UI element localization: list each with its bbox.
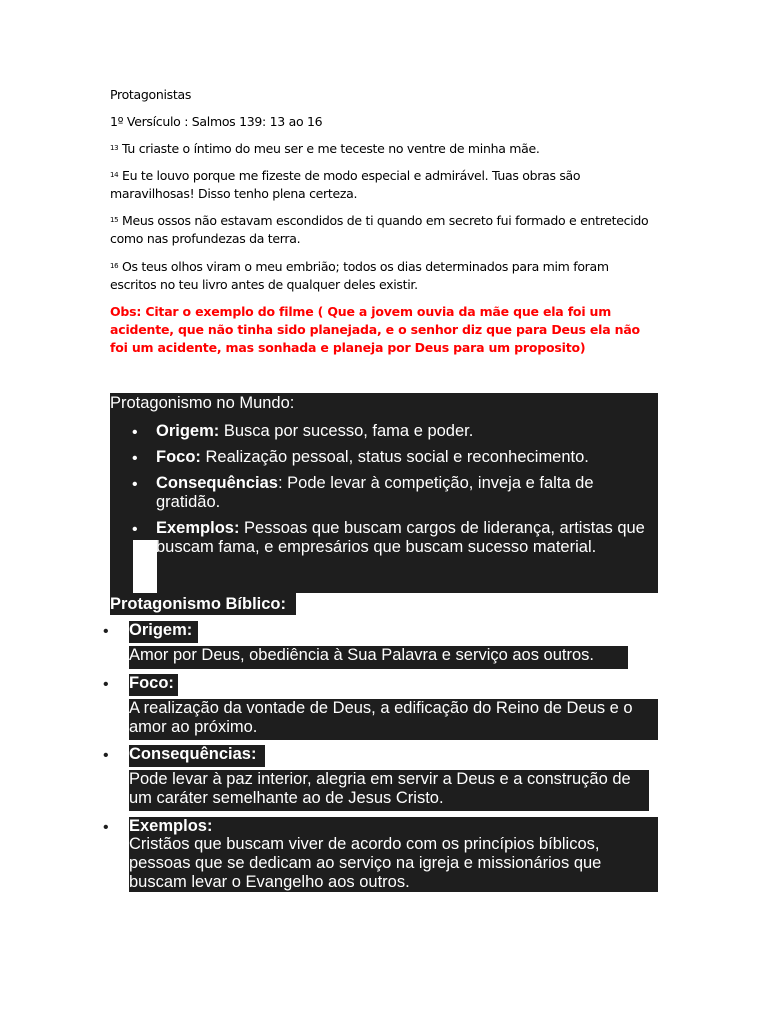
biblico-heading: Protagonismo Bíblico:: [110, 595, 287, 613]
bullet-icon: •: [132, 450, 138, 467]
item-text: : Pode levar à competição, inveja e falta de gratidão.: [156, 474, 594, 511]
mundo-item-foco: [156, 448, 646, 467]
document-title: Protagonistas: [110, 87, 192, 102]
biblico-text-origem: Amor por Deus, obediência à Sua Palavra e serviço aos outros.: [129, 646, 628, 669]
item-label: Foco:: [156, 448, 201, 466]
verse-15: [110, 212, 655, 248]
mundo-item-exemplos: [156, 519, 646, 557]
biblico-label-origem: Origem:: [129, 621, 198, 643]
verse-text: Meus ossos não estavam escondidos de ti quando em secreto fui formado e entretecido como nas profundezas da terra.: [110, 213, 649, 246]
verse-number: 13: [110, 144, 119, 152]
document-title-block: [110, 86, 655, 104]
biblico-label-consequencias: Consequências:: [129, 745, 265, 767]
verse-16: [110, 258, 655, 294]
mundo-item-origem: [156, 422, 646, 441]
biblico-label-exemplos: Exemplos:: [129, 817, 213, 835]
biblico-text-consequencias: Pode levar à paz interior, alegria em servir a Deus e a construção de um caráter semelhante ao de Jesus Cristo.: [129, 770, 649, 811]
verse-text: Tu criaste o íntimo do meu ser e me teceste no ventre de minha mãe.: [122, 141, 540, 156]
item-label: Consequências: [156, 474, 278, 492]
obs-text: Obs: Citar o exemplo do filme ( Que a jovem ouvia da mãe que ela foi um acidente, que não tinha sido planejada, e o senhor diz que para Deus ela não foi um acidente, mas sonhada e planeja por Deus para um proposito): [110, 304, 640, 355]
item-text: Busca por sucesso, fama e poder.: [219, 422, 474, 440]
item-label: Exemplos:: [156, 519, 240, 537]
bullet-icon: •: [103, 623, 109, 640]
item-label: Origem:: [156, 422, 220, 440]
bullet-icon: •: [132, 521, 138, 538]
verse-number: 16: [110, 262, 119, 270]
biblico-text-exemplos: Cristãos que buscam viver de acordo com os princípios bíblicos, pessoas que se dedicam ao serviço na igreja e missionários que buscam levar o Evangelho aos outros.: [129, 835, 602, 891]
bullet-icon: •: [103, 819, 109, 836]
verse-14: [110, 167, 655, 203]
verse-heading: 1º Versículo : Salmos 139: 13 ao 16: [110, 114, 323, 129]
item-text: Realização pessoal, status social e reconhecimento.: [200, 448, 589, 466]
bullet-icon: •: [103, 676, 109, 693]
bullet-icon: •: [132, 476, 138, 493]
verse-text: Os teus olhos viram o meu embrião; todos os dias determinados para mim foram escritos no teu livro antes de qualquer deles existir.: [110, 259, 609, 292]
mundo-bullet-gap: [133, 540, 157, 593]
mundo-heading: Protagonismo no Mundo:: [110, 394, 295, 412]
item-text: Pessoas que buscam cargos de liderança, artistas que buscam fama, e empresários que buscam sucesso material.: [156, 519, 645, 556]
obs-note: [110, 303, 655, 357]
verse-number: 15: [110, 216, 119, 224]
verse-heading-block: [110, 113, 655, 131]
bullet-icon: •: [103, 747, 109, 764]
verse-number: 14: [110, 171, 119, 179]
verse-13: [110, 140, 655, 158]
biblico-text-foco: A realização da vontade de Deus, a edificação do Reino de Deus e o amor ao próximo.: [129, 699, 658, 740]
verse-text: Eu te louvo porque me fizeste de modo especial e admirável. Tuas obras são maravilhosas! Disso tenho plena certeza.: [110, 168, 581, 201]
bullet-icon: •: [132, 424, 138, 441]
mundo-item-consequencias: [156, 474, 646, 512]
biblico-label-foco: Foco:: [129, 674, 178, 696]
